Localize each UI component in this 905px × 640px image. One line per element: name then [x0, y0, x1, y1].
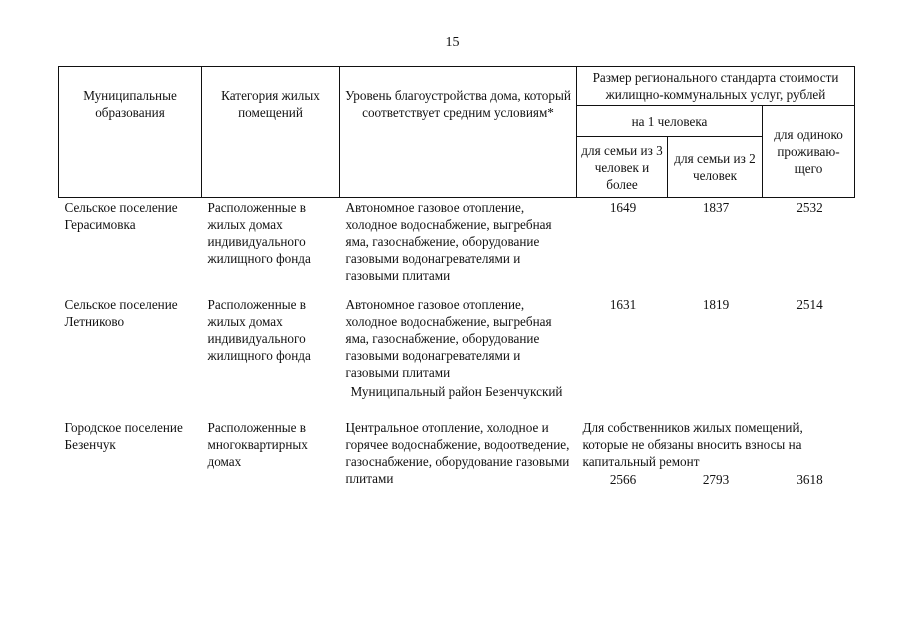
header-single-resident: для одиноко проживаю-щего [763, 106, 855, 198]
row-family-3-plus-value: 1631 [609, 297, 637, 312]
row-municipality: Сельское поселение Летниково [64, 297, 178, 329]
row-single-value: 3618 [796, 472, 823, 487]
row-family-3-plus-value: 1649 [609, 200, 637, 215]
table-header [59, 67, 855, 198]
header-standard-size: Размер регионального стандарта стоимости жилищно-коммунальных услуг, рублей [577, 67, 855, 106]
table-row-bezenchuk [59, 418, 855, 470]
row-category: Расположенные в жилых домах индивидуального жилищного фонда [207, 297, 311, 363]
regional-standard-table [58, 66, 855, 488]
row-family-3-plus-value: 2566 [609, 472, 637, 487]
row-comfort: Автономное газовое отопление, холодное водоснабжение, выгребная яма, газоснабжение, оборудование газовыми водонагревателями и газовыми плитами [345, 297, 552, 380]
row-family-2-value: 1837 [702, 200, 730, 215]
header-housing-category: Категория жилых помещений [202, 67, 340, 198]
page-number: 15 [445, 35, 460, 50]
row-single-value: 2514 [796, 297, 823, 312]
district-title: Муниципальный район Безенчукский [350, 384, 563, 399]
header-family-3-plus: для семьи из 3 человек и более [577, 137, 668, 198]
table-body [59, 198, 855, 489]
table-row [59, 295, 855, 381]
row-comfort: Центральное отопление, холодное и горячее водоснабжение, водоотведение, газоснабжение, оборудование газовыми плитами [345, 420, 570, 486]
row-note: Для собственников жилых помещений, которые не обязаны вносить взносы на капитальный ремонт [582, 420, 803, 469]
header-family-2: для семьи из 2 человек [668, 137, 763, 198]
row-comfort: Автономное газовое отопление, холодное водоснабжение, выгребная яма, газоснабжение, оборудование газовыми водонагревателями и газовыми плитами [345, 200, 552, 283]
row-municipality: Сельское поселение Герасимовка [64, 200, 178, 232]
row-category: Расположенные в многоквартирных домах [207, 420, 308, 469]
row-category: Расположенные в жилых домах индивидуального жилищного фонда [207, 200, 311, 266]
row-family-2-value: 2793 [702, 472, 730, 487]
table-row [59, 198, 855, 285]
row-municipality: Городское поселение Безенчук [64, 420, 183, 452]
row-single-value: 2532 [796, 200, 823, 215]
header-comfort-level: Уровень благоустройства дома, который соответствует средним условиям* [340, 67, 577, 198]
row-family-2-value: 1819 [702, 297, 730, 312]
header-per-person: на 1 человека [577, 106, 763, 137]
header-municipality: Муниципальные образования [59, 67, 202, 198]
